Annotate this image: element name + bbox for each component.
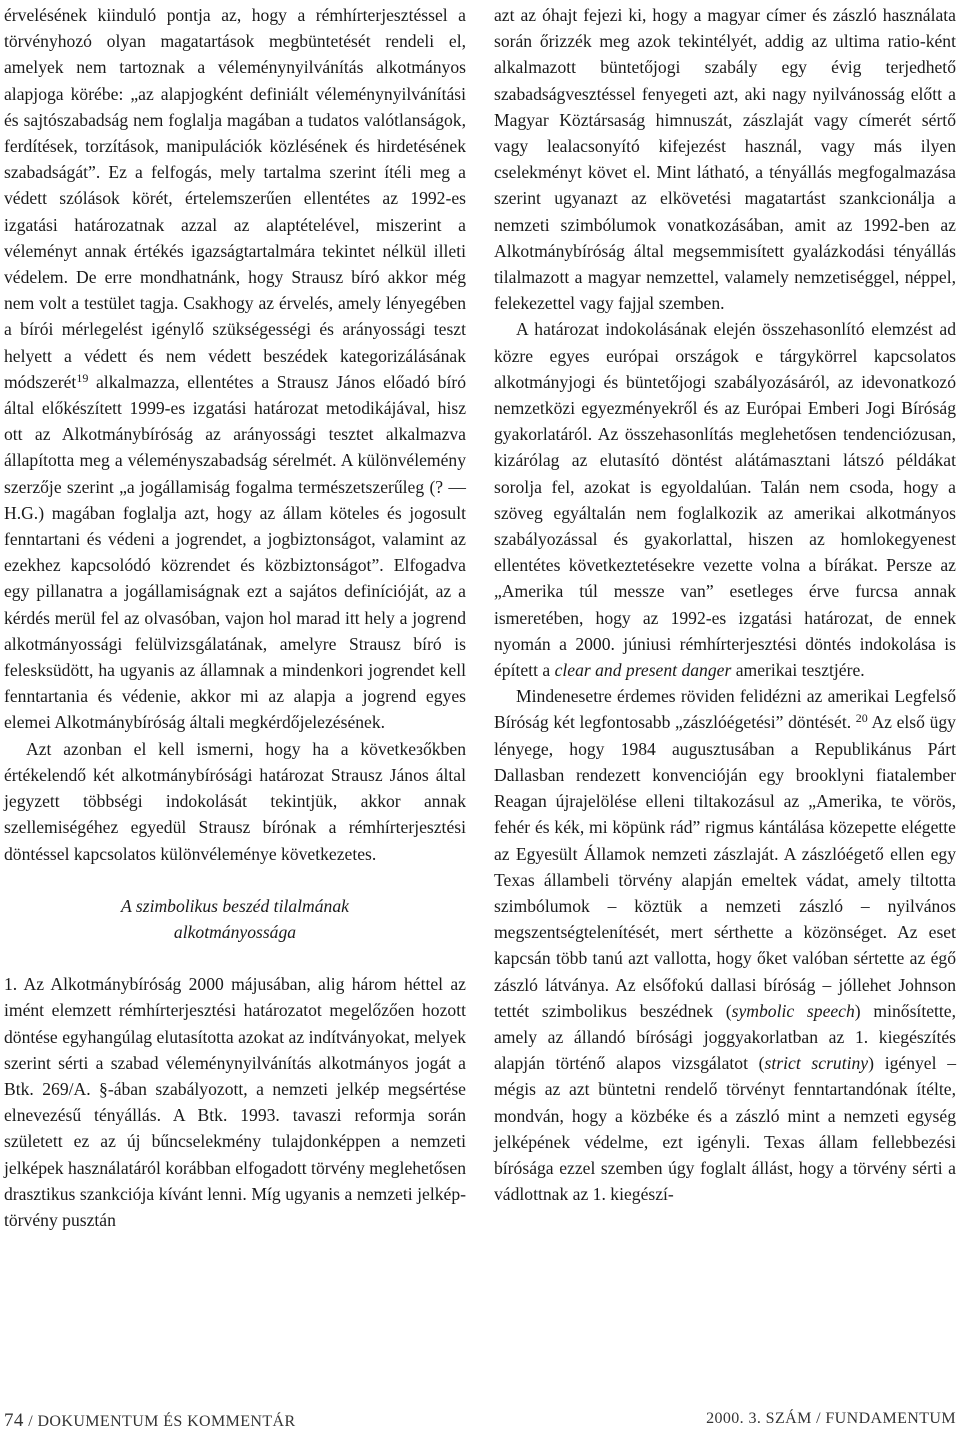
left-paragraph-1: érvelésének kiinduló pontja az, hogy a rémhírterjesztéssel a törvényhozó olyan magatartások megbüntetését rendeli el, amelyek nem tartoznak a véleménynyilvánítás alkotmányos alapjoga körébe: „az alapjogként definiált véleménynyilvánítási és sajtószabadság nem foglalja magában a tudatos valótlanságok, ferdítések, torzítások, manipulációk közlésének és hirdetésének szabadságát”. Ez a felfogás, mely tartalma szerint ítéli meg a védett szólások körét, értelemszerűen ellentétes az 1992-es izgatási határozatnak azzal az alaptételével, miszerint a véleményt annak értékés igazságtartalmára tekintet nélkül illeti védelem. De erre mondhatnánk, hogy Strausz bíró akkor még nem volt a testület tagja. Csakhogy az érvelés, amely lényegében a bírói mérlegelést igénylő szükségességi és arányossági teszt helyett a védett és nem védett beszédek kategorizálásának módszerét$^{19}$ alkalmazza, ellentétes a Strausz János előadó bíró által előkészített 1999-es izgatási határozat metodikájával, hisz ott az Alkotmánybíróság az arányossági tesztet alkalmazva állapította meg a véleményszabadság sérelmét. A különvélemény szerzője szerint „a jogállamiság fogalma természetszerűleg (? — H.G.) magában foglalja azt, hogy az állam köteles és jogosult fenntartani és védeni a jogrendet, a jogbiztonságot, valamint az ezekhez kapcsolódó közrendet és közbiztonságot”. Elfogadva egy pillanatra a jogállamiságnak ezt a sajátos definícióját, az a kérdés merül fel az olvasóban, vajon hol marad itt hely a jogrend alkotmányossági felülvizsgálatának, amelyre Strausz bíró is felesksüdött, ha ugyanis az államnak a mindenkori jogrendet kell fenntartania és védenie, akkor mi az alapja a jogrend egyes elemei Alkotmánybíróság általi megkérdőjelezésének. — [4, 5, 466, 733]
heading-line-1: A szimbolikus beszéd tilalmának — [121, 895, 349, 916]
footnote-20[interactable]: 20 — [855, 711, 868, 726]
left-paragraph-3: 1. Az Alkotmánybíróság 2000 májusában, alig három héttel az imént elemzett rémhírterjesztési határozatot megelőzően hozott döntése egyhangúlag elutasította azokat az indítványokat, melyek szerint sérti a szabad véleménynyilvánítás alkotmányos jogát a Btk. 269/A. §-ában szabályozott, a nemzeti jelkép megsértése elnevezésű tényállás. A Btk. 1993. tavaszi reformja során született ez az új bűncselekmény tulajdonképpen a nemzeti jelképek használatáról korábban elfogadott törvény meglehetősen drasztikus szankciója kívánt lenni. Míg ugyanis a nemzeti jelkép-törvény pusztán — [4, 974, 466, 1230]
footer-left — [4, 1410, 296, 1432]
right-paragraph-2: A határozat indokolásának elején összehasonlító elemzést ad közre egyes európai országok e tárgykörrel kapcsolatos alkotmányjogi és büntetőjogi szabályozásáról, az idevonatkozó nemzetközi egyezményekről és az Európai Emberi Jogi Bíróság gyakorlatáról. Az összehasonlítás meglehetősen tendenciózusan, kizárólag az elutasító döntést alátámasztani látszó példákat sorolja fel, azokat is egyoldalúan. Talán nem csoda, hogy a szöveg egyáltalán nem foglalkozik az amerikai alkotmányos szabályozással és gyakorlattal, hiszen az homlokegyenest ellentétes következtetésekre vezette volna a bírákat. Persze az „Amerika túl messze van” esetleges érve furcsa annak ismeretében, hogy az 1992-es izgatási határozat, de ennek nyomán a 2000. júniusi rémhírterjesztési döntés indokolása is épített a clear and present danger amerikai tesztjére. — [494, 319, 956, 681]
right-paragraph-3: Mindenesetre érdemes röviden felidézni az amerikai Legfelső Bíróság két legfontosabb „zászlóégetési” döntését. $^{20}$ Az első ügy lényege, hogy 1984 augusztusában a Republikánus Párt Dallasban rendezett konvencióján egy brooklyni fiatalember Reagan újrajelölése elleni tiltakozásul az „Amerika, te vörös, fehér és kék, mi köpünk rád” rigmus kántálása közepette elégette az Egyesült Államok nemzeti zászlaját. A zászlóégető ellen egy Texas állambeli törvény alapján emeltek vádat, amely tiltotta szimbólumok – köztük a nemzeti zászló – nyilvános megszentségtelenítését, mert sérthette a közönséget. Az eset kapcsán több tanú azt vallotta, hogy őket valóban sértette az égő zászló látványa. Az elsőfokú dallasi bíróság – jóllehet Johnson tettét szimbolikus beszédnek (symbolic speech) minősítette, amely az állandó bírósági joggyakorlatban az 1. kiegészítés alapján történő alapos vizsgálatot (strict scrutiny) igényel – mégis az azt büntetni rendelő törvényt fenntartandónak ítélte, mondván, hogy a közbéke és a zászló mint a nemzeti egység jelképének védelme, ezt igényli. Texas állam fellebbezési bírósága ezzel szemben úgy foglalt állást, hogy a törvény sérti a vádlottnak az 1. kiegészí- — [494, 686, 957, 1205]
page-footer — [4, 1410, 956, 1434]
italic-term-strict-scrutiny: strict scrutiny — [764, 1053, 869, 1074]
left-column — [4, 2, 466, 1233]
right-column — [494, 2, 956, 1207]
heading-line-2: alkotmányossága — [173, 921, 297, 942]
footnote-19[interactable]: 19 — [76, 370, 89, 385]
page-number: 74 — [4, 1410, 24, 1431]
right-paragraph-1: azt az óhajt fejezi ki, hogy a magyar címer és zászló használata során őrizzék meg azok tekintélyét, addig az ultima ratio-ként alkalmazott büntetőjogi szabály egy évig terjedhető szabadságvesztéssel fenyegeti azt, aki nagy nyilvánosság előtt a Magyar Köztársaság himnuszát, zászlaját vagy címerét sértő vagy lealacsonyító kifejezést használ, vagy más ilyen cselekményt követ el. Mint látható, a tényállás megfogalmazása szerint ugyanazt az elkövetési magatartást szankcionálja a nemzeti szimbólumok vonatkozásában, amit az 1992-ben az Alkotmánybíróság által megsemmisített gyalázkodási tényállás tilalmazott a magyar nemzettel, valamely nemzetiséggel, néppel, felekezettel vagy fajjal szemben. — [494, 5, 956, 314]
italic-term-symbolic-speech: symbolic speech — [731, 1000, 855, 1021]
section-heading — [4, 893, 466, 945]
italic-term-clear-danger: clear and present danger — [554, 660, 732, 681]
issue-label: 2000. 3. SZÁM / FUNDAMENTUM — [706, 1410, 956, 1427]
section-label: / DOKUMENTUM ÉS KOMMENTÁR — [28, 1413, 296, 1430]
left-paragraph-2: Azt azonban el kell ismerni, hogy ha a követkeзőkben értékelendő két alkotmánybírósági határozat Strausz János által jegyzett többségi indokolását tekintjük, akkor annak szellemiségéhez egyedül Strausz bírónak a rémhírterjesztési döntéssel kapcsolatos különvéleménye következetes. — [4, 738, 466, 864]
